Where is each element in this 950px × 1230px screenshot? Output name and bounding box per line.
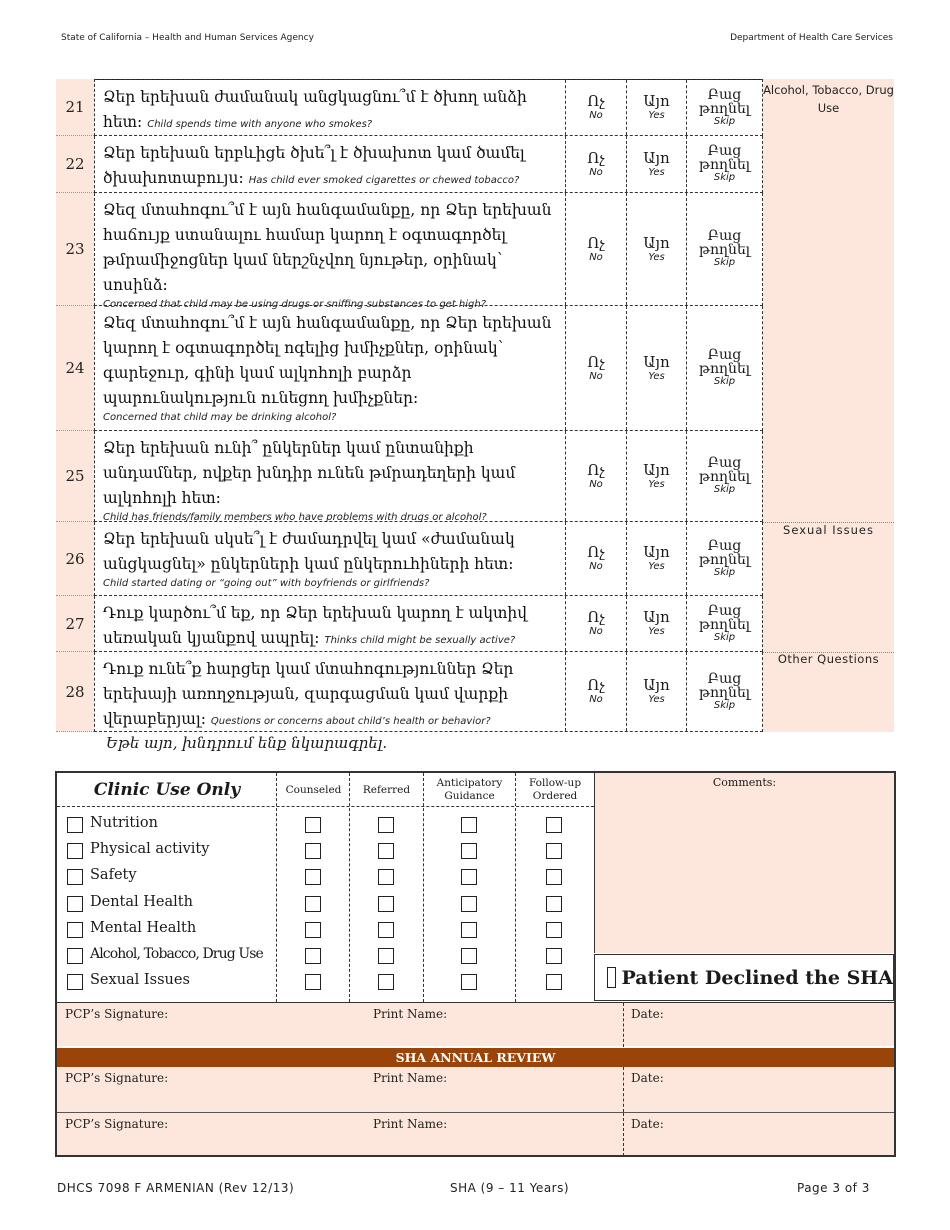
answer-skip[interactable]	[687, 431, 762, 521]
referred-checkbox[interactable]	[378, 896, 394, 912]
no-armenian: Ոչ	[587, 460, 605, 479]
skip-english: Skip	[713, 172, 736, 183]
clinic-item-row	[57, 812, 595, 838]
field-divider	[623, 1113, 624, 1156]
question-text	[95, 136, 566, 192]
item-label: Sexual Issues	[90, 972, 190, 989]
counseled-checkbox[interactable]	[305, 817, 321, 833]
question-armenian: Ձեզ մտահոգու՞մ է այն հանգամանքը, որ Ձեր երեխան կարող է օգտագործել ոգելից խմիչքներ, օրինակ՝ գարեջուր, գինի կամ ալկոհոլի բարձր պարունակություն ունեցող խմիչքներ:	[103, 314, 552, 407]
no-armenian: Ոչ	[587, 352, 605, 371]
question-number: 28	[56, 652, 94, 732]
patient-declined-checkbox[interactable]	[607, 967, 616, 988]
question-english: Thinks child might be sexually active?	[324, 635, 516, 646]
yes-armenian: Այո	[643, 92, 670, 110]
comments-label: Comments:	[712, 776, 777, 789]
no-english: No	[589, 370, 603, 382]
no-english: No	[589, 166, 603, 178]
question-armenian: Դուք ունե՞ք հարցեր կամ մտահոգություններ Ձեր երեխայի առողջության, զարգացման կամ վարքի վերաբերյալ:	[103, 660, 514, 728]
question-box	[94, 79, 763, 136]
question-armenian: Ձեզ մտահոգու՞մ է այն հանգամանքը, որ Ձեր երեխան հաճույք ստանալու համար կարող է օգտագործել թմրամիջոցներ կամ ներշնչվող նյութեր, օրինակ՝ սոսինձ:	[103, 201, 552, 294]
skip-english: Skip	[713, 484, 736, 495]
question-row-23	[56, 193, 763, 310]
category-alcohol-tobacco-drug: Alcohol, Tobacco, Drug Use	[763, 83, 894, 115]
yes-english: Yes	[648, 478, 665, 490]
skip-english: Skip	[713, 699, 736, 711]
annual-review-banner: SHA ANNUAL REVIEW	[57, 1048, 894, 1067]
follow-up-ordered-checkbox[interactable]	[546, 948, 562, 964]
question-number: 26	[56, 522, 94, 596]
category-sexual-issues: Sexual Issues	[783, 523, 874, 537]
skip-armenian-2: թողնել	[698, 551, 750, 568]
question-english: Child started dating or “going out” with boyfriends or girlfriends?	[103, 578, 430, 589]
no-armenian: Ոչ	[587, 92, 605, 110]
anticipatory-guidance-checkbox[interactable]	[461, 817, 477, 833]
anticipatory-label: Anticipatory	[436, 777, 503, 789]
question-number: 23	[56, 193, 94, 306]
answer-no[interactable]	[566, 652, 627, 731]
question-box	[94, 306, 763, 431]
guidance-label: Guidance	[444, 790, 495, 802]
answer-no[interactable]	[566, 193, 627, 305]
answer-skip[interactable]	[687, 80, 762, 135]
question-english: Concerned that child may be using drugs or sniffing substances to get high?	[103, 299, 487, 310]
answer-yes[interactable]	[627, 193, 687, 305]
item-label: Safety	[90, 867, 137, 884]
comments-area[interactable]	[594, 773, 894, 953]
question-row-25	[56, 431, 763, 522]
date-label: Date:	[631, 1117, 664, 1131]
skip-armenian-2: թողնել	[698, 242, 750, 258]
yes-armenian: Այո	[643, 148, 670, 167]
answer-no[interactable]	[566, 80, 627, 135]
print-name-label: Print Name:	[373, 1071, 448, 1085]
yes-armenian: Այո	[643, 352, 670, 371]
answer-yes[interactable]	[627, 522, 687, 595]
question-box	[94, 652, 763, 732]
question-armenian: Ձեր երեխան սկսե՞լ է ժամադրվել կամ «ժամանակ անցկացնել» ընկերների կամ ընկերուհիների հետ:	[103, 530, 515, 573]
skip-armenian-2: թողնել	[698, 616, 750, 633]
skip-english: Skip	[713, 566, 736, 578]
answer-skip[interactable]	[687, 306, 762, 430]
patient-declined-label: Patient Declined the SHA	[621, 966, 893, 989]
skip-armenian-1: Բաց	[707, 602, 742, 619]
counseled-checkbox[interactable]	[305, 869, 321, 885]
no-english: No	[589, 110, 603, 121]
question-english: Child has friends/family members who have problems with drugs or alcohol?	[103, 512, 487, 523]
follow-up-ordered-checkbox[interactable]	[546, 869, 562, 885]
follow-up-label: Follow-up	[528, 777, 582, 789]
question-english: Concerned that child may be drinking alcohol?	[103, 412, 337, 423]
question-english: Questions or concerns about child’s health or behavior?	[210, 716, 491, 727]
item-label: Dental Health	[90, 893, 193, 910]
date-label: Date:	[631, 1071, 664, 1085]
print-name-label: Print Name:	[373, 1007, 448, 1021]
clinic-item-row	[57, 864, 595, 890]
question-number: 27	[56, 596, 94, 652]
answer-yes[interactable]	[627, 596, 687, 651]
counseled-checkbox[interactable]	[305, 843, 321, 859]
anticipatory-guidance-header	[423, 773, 516, 807]
yes-armenian: Այո	[643, 543, 670, 561]
answer-skip[interactable]	[687, 596, 762, 651]
form-name: SHA (9 – 11 Years)	[450, 1181, 570, 1195]
yes-armenian: Այո	[643, 460, 670, 479]
yes-english: Yes	[648, 370, 665, 382]
question-row-26	[56, 522, 763, 596]
field-divider	[623, 1003, 624, 1047]
referred-checkbox[interactable]	[378, 817, 394, 833]
item-checkbox[interactable]	[67, 922, 83, 938]
skip-english: Skip	[713, 257, 736, 268]
skip-armenian-1: Բաց	[707, 670, 742, 687]
referred-checkbox[interactable]	[378, 843, 394, 859]
clinic-use-title: Clinic Use Only	[93, 780, 241, 800]
answer-skip[interactable]	[687, 193, 762, 305]
yes-armenian: Այո	[643, 233, 670, 252]
question-text	[95, 80, 566, 135]
question-text	[95, 306, 566, 430]
item-checkbox[interactable]	[67, 843, 83, 859]
referred-checkbox[interactable]	[378, 869, 394, 885]
skip-armenian-1: Բաց	[707, 143, 742, 159]
question-english: Child spends time with anyone who smokes?	[147, 119, 373, 130]
anticipatory-guidance-checkbox[interactable]	[461, 922, 477, 938]
ordered-label: Ordered	[532, 790, 578, 802]
no-armenian: Ոչ	[587, 148, 605, 167]
review-signature-row-1[interactable]	[57, 1067, 894, 1112]
question-text	[95, 431, 566, 521]
no-armenian: Ոչ	[587, 608, 605, 626]
question-text	[95, 522, 566, 595]
follow-up-ordered-checkbox[interactable]	[546, 843, 562, 859]
question-number: 21	[56, 79, 94, 136]
item-checkbox[interactable]	[67, 896, 83, 912]
yes-english: Yes	[648, 251, 665, 263]
skip-armenian-1: Բաց	[707, 228, 742, 244]
no-armenian: Ոչ	[587, 233, 605, 252]
counseled-checkbox[interactable]	[305, 922, 321, 938]
anticipatory-guidance-checkbox[interactable]	[461, 974, 477, 990]
question-number: 25	[56, 431, 94, 522]
question-english: Has child ever smoked cigarettes or chewed tobacco?	[248, 175, 520, 186]
answer-skip[interactable]	[687, 136, 762, 192]
question-box	[94, 596, 763, 652]
skip-english: Skip	[713, 376, 736, 387]
question-box	[94, 193, 763, 310]
skip-armenian-1: Բաց	[707, 455, 742, 471]
answer-skip[interactable]	[687, 652, 762, 731]
yes-armenian: Այո	[643, 608, 670, 626]
question-text	[95, 596, 566, 651]
yes-english: Yes	[648, 626, 665, 637]
question-row-27	[56, 596, 763, 652]
date-label: Date:	[631, 1007, 664, 1021]
clinic-item-row	[57, 969, 595, 995]
anticipatory-guidance-checkbox[interactable]	[461, 869, 477, 885]
clinic-item-row	[57, 838, 595, 864]
department-header: Department of Health Care Services	[730, 33, 893, 43]
questions-table	[56, 79, 894, 732]
referred-checkbox[interactable]	[378, 922, 394, 938]
skip-english: Skip	[713, 631, 736, 643]
no-english: No	[589, 561, 603, 572]
counseled-checkbox[interactable]	[305, 896, 321, 912]
answer-skip[interactable]	[687, 522, 762, 595]
header-divider	[57, 806, 594, 807]
item-checkbox[interactable]	[67, 974, 83, 990]
question-armenian: Ձեր երեխան ունի՞ ընկերներ կամ ընտանիքի անդամներ, ովքեր խնդիր ունեն թմրադեղերի կամ ալկոհոլի հետ:	[103, 439, 516, 507]
no-armenian: Ոչ	[587, 543, 605, 561]
item-checkbox[interactable]	[67, 948, 83, 964]
question-number: 22	[56, 136, 94, 193]
answer-yes[interactable]	[627, 136, 687, 192]
skip-armenian-2: թողնել	[698, 361, 750, 377]
no-english: No	[589, 626, 603, 637]
question-number: 24	[56, 306, 94, 431]
category-column	[763, 79, 894, 732]
yes-english: Yes	[648, 694, 665, 705]
no-english: No	[589, 694, 603, 705]
skip-armenian-2: թողնել	[698, 157, 750, 173]
counseled-checkbox[interactable]	[305, 948, 321, 964]
yes-armenian: Այո	[643, 676, 670, 694]
answer-no[interactable]	[566, 306, 627, 430]
skip-english: Skip	[713, 115, 736, 127]
follow-up-ordered-checkbox[interactable]	[546, 817, 562, 833]
pcp-signature-label: PCP’s Signature:	[65, 1117, 169, 1131]
no-english: No	[589, 251, 603, 263]
follow-up-ordered-checkbox[interactable]	[546, 974, 562, 990]
item-checkbox[interactable]	[67, 817, 83, 833]
pcp-signature-row[interactable]	[57, 1002, 894, 1046]
no-english: No	[589, 478, 603, 490]
yes-english: Yes	[648, 166, 665, 178]
skip-armenian-2: թողնել	[698, 100, 750, 117]
question-box	[94, 136, 763, 193]
follow-up-ordered-header	[516, 773, 594, 807]
item-label: Mental Health	[90, 919, 197, 936]
form-id: DHCS 7098 F ARMENIAN (Rev 12/13)	[57, 1181, 295, 1195]
anticipatory-guidance-checkbox[interactable]	[461, 843, 477, 859]
yes-english: Yes	[648, 110, 665, 121]
question-text	[95, 652, 566, 731]
question-text	[95, 193, 566, 310]
follow-up-ordered-checkbox[interactable]	[546, 896, 562, 912]
question-row-22	[56, 136, 763, 193]
skip-armenian-2: թողնել	[698, 469, 750, 485]
follow-up-ordered-checkbox[interactable]	[546, 922, 562, 938]
category-other-questions: Other Questions	[777, 652, 880, 666]
pcp-signature-label: PCP’s Signature:	[65, 1071, 169, 1085]
answer-no[interactable]	[566, 136, 627, 192]
referred-checkbox[interactable]	[378, 948, 394, 964]
answer-no[interactable]	[566, 596, 627, 651]
question-row-24	[56, 306, 763, 431]
referred-header: Referred	[362, 783, 411, 796]
question-row-21	[56, 79, 763, 136]
answer-yes[interactable]	[627, 652, 687, 731]
question-armenian: Ձեր երեխան երբևիցե ծխե՞լ է ծխախոտ կամ ծամել ծխախոտաբույս:	[103, 144, 525, 187]
clinic-item-row	[57, 943, 595, 969]
no-armenian: Ոչ	[587, 676, 605, 694]
skip-armenian-2: թողնել	[698, 684, 750, 701]
clinic-item-row	[57, 891, 595, 917]
answer-no[interactable]	[566, 431, 627, 521]
page-number: Page 3 of 3	[797, 1181, 870, 1195]
print-name-label: Print Name:	[373, 1117, 448, 1131]
answer-yes[interactable]	[627, 80, 687, 135]
item-label: Alcohol, Tobacco, Drug Use	[90, 946, 263, 962]
question-row-28	[56, 652, 763, 732]
referred-checkbox[interactable]	[378, 974, 394, 990]
item-label: Physical activity	[90, 841, 210, 858]
clinic-use-box	[55, 771, 896, 1157]
pcp-signature-label: PCP’s Signature:	[65, 1007, 169, 1021]
if-yes-note: Եթե այո, խնդրում ենք նկարագրել.	[106, 734, 388, 752]
item-checkbox[interactable]	[67, 869, 83, 885]
answer-yes[interactable]	[627, 306, 687, 430]
question-armenian: Դուք կարծու՞մ եք, որ Ձեր երեխան կարող է ակտիվ սեռական կյանքով ապրել:	[103, 604, 528, 647]
item-label: Nutrition	[90, 815, 158, 831]
counseled-header: Counseled	[285, 783, 342, 796]
clinic-item-row	[57, 917, 595, 943]
anticipatory-guidance-checkbox[interactable]	[461, 948, 477, 964]
question-box	[94, 522, 763, 596]
skip-armenian-1: Բաց	[707, 347, 742, 363]
answer-yes[interactable]	[627, 431, 687, 521]
anticipatory-guidance-checkbox[interactable]	[461, 896, 477, 912]
skip-armenian-1: Բաց	[707, 86, 742, 103]
question-armenian: Ձեր երեխան ժամանակ անցկացնու՞մ է ծխող անձի հետ:	[103, 88, 527, 131]
field-divider	[623, 1067, 624, 1112]
question-box	[94, 431, 763, 522]
agency-header: State of California – Health and Human Services Agency	[61, 33, 314, 43]
answer-no[interactable]	[566, 522, 627, 595]
patient-declined-option[interactable]	[594, 954, 894, 1001]
review-signature-row-2[interactable]	[57, 1112, 894, 1155]
counseled-checkbox[interactable]	[305, 974, 321, 990]
skip-armenian-1: Բաց	[707, 537, 742, 554]
yes-english: Yes	[648, 561, 665, 572]
